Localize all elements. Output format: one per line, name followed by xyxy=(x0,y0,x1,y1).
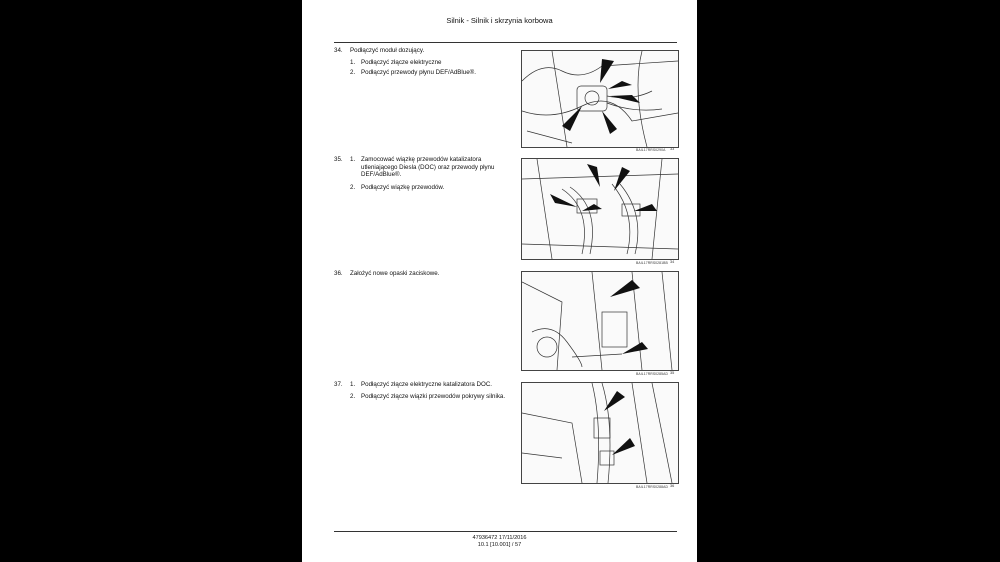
sub-step-text: Podłączyć złącze elektryczne xyxy=(361,59,442,66)
step-number: 37. xyxy=(334,381,343,388)
step-text: Założyć nowe opaski zaciskowe. xyxy=(350,270,440,277)
page-header-title: Silnik - Silnik i skrzynia korbowa xyxy=(446,16,553,25)
figure-index: 36 xyxy=(670,484,675,488)
step-34 xyxy=(334,47,514,87)
figure-code: BAIL17RRS0288AD xyxy=(636,485,669,489)
step-text: Podłączyć moduł dozujący. xyxy=(350,47,425,54)
figure-code: BAIL17RRS0285AD xyxy=(636,372,669,376)
sub-step-number: 2. xyxy=(350,69,356,76)
sub-step-text: Podłączyć wiązkę przewodów. xyxy=(361,184,445,191)
sub-step-number: 1. xyxy=(350,59,356,66)
figure-34 xyxy=(521,158,679,260)
sub-step-text: Podłączyć złącze elektryczne katalizatora DOC. xyxy=(361,381,493,388)
figure-index: 34 xyxy=(670,260,675,264)
step-number: 34. xyxy=(334,47,343,54)
sub-step-text: Zamocować wiązkę przewodów katalizatora utleniającego Diesla (DOC) oraz przewody płynu DEF/AdBlue®. xyxy=(361,156,495,179)
figure-index: 33 xyxy=(670,147,675,151)
illustration-hose-clamps xyxy=(522,272,678,370)
sub-step-text: Podłączyć przewody płynu DEF/AdBlue®. xyxy=(361,69,476,76)
manual-page xyxy=(302,0,697,562)
sub-step-number: 1. xyxy=(350,156,356,163)
step-36 xyxy=(334,270,514,282)
figure-35 xyxy=(521,271,679,371)
illustration-harness-routing xyxy=(522,159,678,259)
illustration-doc-connector xyxy=(522,383,678,483)
sub-step-number: 2. xyxy=(350,184,356,191)
step-number: 36. xyxy=(334,270,343,277)
sub-step-text: Podłączyć złącze wiązki przewodów pokrywy silnika. xyxy=(361,393,506,400)
sub-step-number: 1. xyxy=(350,381,356,388)
header-divider xyxy=(334,42,677,43)
step-37 xyxy=(334,381,514,421)
figure-code: BAIL17RRS0290A xyxy=(636,148,666,152)
figure-code: BAIL17RRS0281BB xyxy=(636,261,668,265)
footer-page-number: 10.1 [10.001] / 57 xyxy=(477,542,522,548)
sub-step-number: 2. xyxy=(350,393,356,400)
footer-doc-id: 47936472 17/11/2016 xyxy=(472,535,527,541)
figure-33 xyxy=(521,50,679,148)
footer-divider xyxy=(334,531,677,532)
figure-index: 35 xyxy=(670,371,675,375)
illustration-dosing-module xyxy=(522,51,678,147)
step-35 xyxy=(334,156,514,206)
step-number: 35. xyxy=(334,156,343,163)
figure-36 xyxy=(521,382,679,484)
